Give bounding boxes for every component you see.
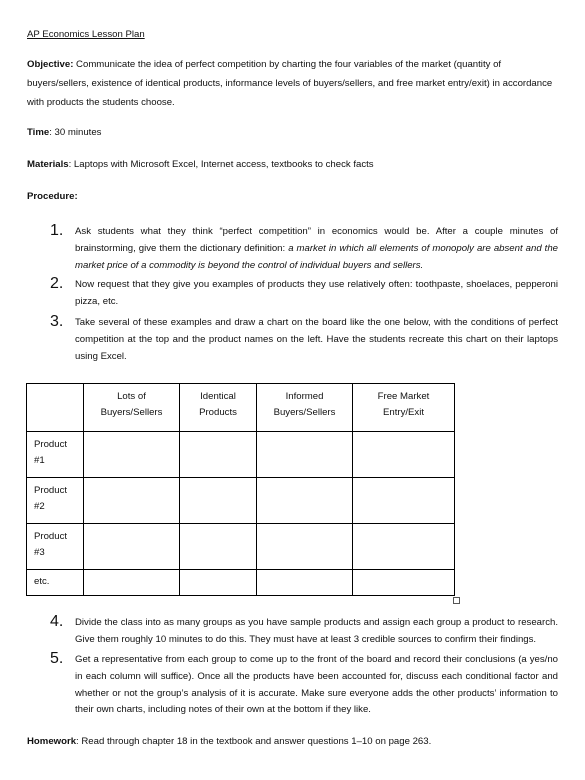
table-cell[interactable] — [84, 478, 180, 524]
homework-paragraph — [27, 732, 555, 751]
materials-paragraph — [27, 155, 555, 174]
column-header: Free Market Entry/Exit — [353, 384, 455, 432]
table-cell[interactable] — [84, 570, 180, 596]
column-header: Informed Buyers/Sellers — [257, 384, 353, 432]
row-header: Product #3 — [27, 524, 84, 570]
column-header: Identical Products — [180, 384, 257, 432]
document-title: AP Economics Lesson Plan — [27, 29, 145, 40]
table-cell[interactable] — [84, 524, 180, 570]
table-header-row — [27, 384, 455, 432]
table-row — [27, 478, 455, 524]
table-cell[interactable] — [353, 478, 455, 524]
definition-text: a market in which all elements of monopoly are absent and the market price of a commodity is beyond the control of individual buyers and sellers. — [75, 242, 558, 271]
homework-label: Homework — [27, 736, 77, 747]
procedure-label: Procedure: — [27, 191, 78, 202]
row-header: Product #2 — [27, 478, 84, 524]
step-number: 2. — [50, 275, 64, 292]
table-cell[interactable] — [353, 524, 455, 570]
row-header: Product #1 — [27, 432, 84, 478]
step-number: 5. — [50, 650, 64, 667]
step-text: Divide the class into as many groups as you have sample products and assign each group a product to research. Give them roughly 10 minutes to do this. They must have at least 3 credible sources to confirm their findings. — [75, 617, 558, 645]
table-cell[interactable] — [257, 478, 353, 524]
table-corner-cell — [27, 384, 84, 432]
table-cell[interactable] — [180, 478, 257, 524]
materials-text: : Laptops with Microsoft Excel, Internet access, textbooks to check facts — [68, 159, 374, 170]
table-cell[interactable] — [180, 524, 257, 570]
step-number: 3. — [50, 313, 64, 330]
step-text: Take several of these examples and draw a chart on the board like the one below, with the conditions of perfect competition at the top and the product names on the left. Have the students recreate this chart on their laptops using Excel. — [75, 317, 558, 362]
homework-text: : Read through chapter 18 in the textbook and answer questions 1–10 on page 263. — [76, 736, 432, 747]
materials-label: Materials — [27, 159, 69, 170]
table-row — [27, 570, 455, 596]
perfect-competition-table — [26, 383, 455, 596]
table-cell[interactable] — [353, 570, 455, 596]
table-row — [27, 432, 455, 478]
step-number: 1. — [50, 222, 64, 239]
objective-paragraph — [27, 55, 555, 112]
objective-label: Objective: — [27, 59, 74, 70]
time-paragraph — [27, 123, 555, 142]
row-header: etc. — [27, 570, 84, 596]
table-cell[interactable] — [84, 432, 180, 478]
step-text: Ask students what they think “perfect competition” in economics would be. After a couple minutes of brainstorming, give them the dictionary definition: a market in which all elements of monopoly are absent and the market price of a commodity is beyond the control of individual buyers and sellers. — [75, 226, 558, 271]
table-cell[interactable] — [180, 570, 257, 596]
table-row — [27, 524, 455, 570]
table-cell[interactable] — [353, 432, 455, 478]
time-label: Time — [27, 127, 50, 138]
table-cell[interactable] — [257, 524, 353, 570]
column-header: Lots of Buyers/Sellers — [84, 384, 180, 432]
table-resize-handle[interactable] — [453, 597, 460, 604]
time-text: : 30 minutes — [49, 127, 102, 138]
objective-text: Communicate the idea of perfect competition by charting the four variables of the market (quantity of buyers/sellers, existence of identical products, informance levels of buyers/sellers, and free market entry/exit) in accordance with products the students choose. — [27, 59, 553, 108]
table-cell[interactable] — [257, 432, 353, 478]
step-number: 4. — [50, 613, 64, 630]
step-text: Now request that they give you examples of products they use relatively often: toothpaste, shoelaces, pepperoni pizza, etc. — [75, 279, 558, 307]
table-cell[interactable] — [180, 432, 257, 478]
table-cell[interactable] — [257, 570, 353, 596]
step-text: Get a representative from each group to come up to the front of the board and record their conclusions (a yes/no in each column will suffice). Once all the products have been accounted for, discuss each conditional factor and whether or not the group’s analysis of it is accurate. Make sure everyone adds the other products’ information to their own charts, including notes of their own at the bottom if they like. — [75, 654, 558, 716]
